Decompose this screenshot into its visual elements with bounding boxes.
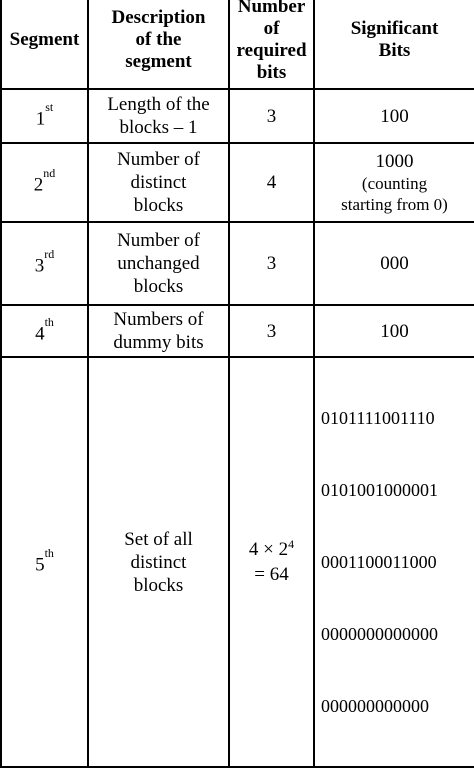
segment-cell: 2nd bbox=[1, 143, 88, 222]
segment-cell: 1st bbox=[1, 89, 88, 143]
description-cell: Length of the blocks – 1 bbox=[88, 89, 229, 143]
description-cell: Number of distinct blocks bbox=[88, 143, 229, 222]
segment-cell: 3rd bbox=[1, 222, 88, 305]
header-row bbox=[1, 0, 474, 89]
description-cell: Number of unchanged blocks bbox=[88, 222, 229, 305]
significant-bits-cell: 100 bbox=[314, 305, 474, 357]
significant-bits-cell: 1000 (counting starting from 0) bbox=[314, 143, 474, 222]
required-bits-cell: 3 bbox=[229, 222, 314, 305]
significant-bits-cell: 000 bbox=[314, 222, 474, 305]
segment-cell: 4th bbox=[1, 305, 88, 357]
description-cell: Set of all distinct blocks bbox=[88, 357, 229, 767]
required-bits-cell: 3 bbox=[229, 305, 314, 357]
header-description: Description of the segment bbox=[88, 0, 229, 89]
header-segment: Segment bbox=[1, 0, 88, 89]
header-significant-bits: Significant Bits bbox=[314, 0, 474, 89]
table-row bbox=[1, 222, 474, 305]
segment-cell: 5th bbox=[1, 357, 88, 767]
required-bits-cell: $4 \times 2^4$ = 64 bbox=[229, 357, 314, 767]
significant-bits-cell: 100 bbox=[314, 89, 474, 143]
table-row bbox=[1, 143, 474, 222]
table-row bbox=[1, 305, 474, 357]
significant-bits-cell: 0101111001110 0101001000001 0001100011000 0000000000000 000000000000 bbox=[314, 357, 474, 767]
table-row bbox=[1, 89, 474, 143]
description-cell: Numbers of dummy bits bbox=[88, 305, 229, 357]
required-bits-cell: 4 bbox=[229, 143, 314, 222]
header-required-bits: Number of required bits bbox=[229, 0, 314, 89]
table-row bbox=[1, 357, 474, 767]
required-bits-cell: 3 bbox=[229, 89, 314, 143]
